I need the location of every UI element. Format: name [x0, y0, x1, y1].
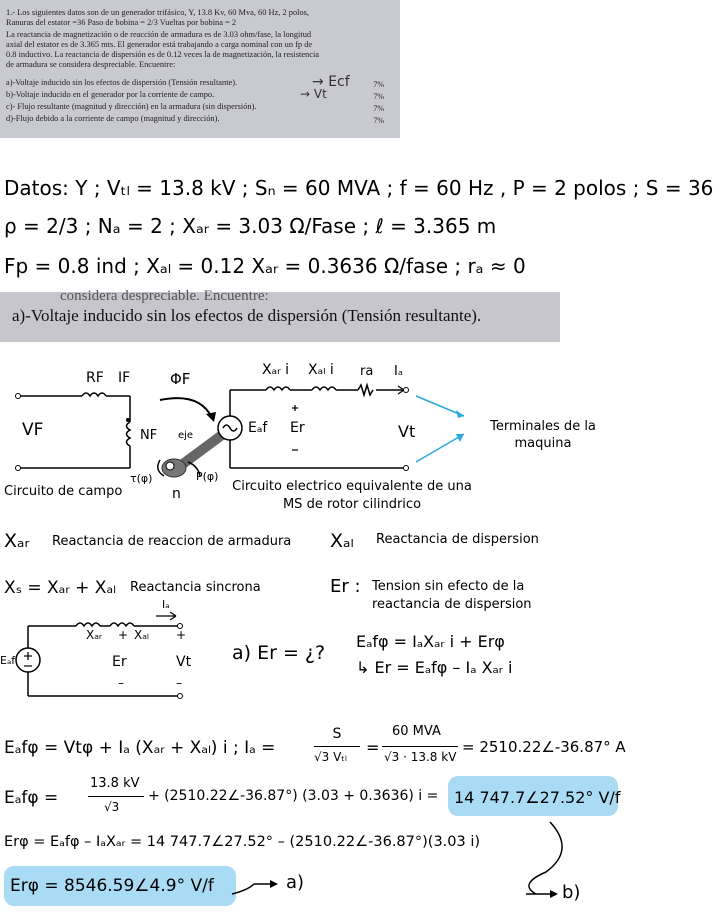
problem-statement-photo	[0, 0, 400, 138]
problem-line: 0.8 inductivo. La reactancia de dispersión es de 0.12 veces la de magnetización, la resistencia	[6, 50, 320, 59]
speed-label: n	[172, 486, 181, 502]
mark-a: 7%	[373, 80, 384, 89]
eaf-label: Eₐf	[248, 420, 268, 436]
ia-denominator-value: √3 · 13.8 kV	[384, 750, 457, 764]
mark-d: 7%	[373, 116, 384, 125]
ia-denominator: √3 Vₜₗ	[314, 750, 347, 764]
small-xar-label: Xₐᵣ	[86, 628, 103, 642]
equation-eaf: Eₐfφ = IₐXₐᵣ i + Erφ	[356, 632, 505, 651]
annotation-vt: → Vt	[300, 87, 327, 101]
result-a: Erφ = 8546.59∠4.9° V/f	[10, 876, 214, 896]
xar-i-label: Xₐᵣ i	[262, 362, 290, 378]
er-substitution: Erφ = Eₐfφ – IₐXₐᵣ = 14 747.7∠27.52° – (2510.22∠-36.87°)(3.03 i)	[4, 834, 481, 850]
problem-line: de armadura se considera despreciable. Encuentre:	[6, 60, 176, 69]
terminals-caption: Terminales de la maquina	[490, 419, 596, 451]
equation-er: ↳ Er = Eₐfφ – Iₐ Xₐᵣ i	[356, 658, 513, 677]
ia-fraction-bar	[314, 746, 360, 747]
nf-label: NF	[140, 428, 158, 443]
vt-numerator: 13.8 kV	[90, 776, 140, 791]
problem-line: La reactancia de magnetización o de reacción de armadura es de 3.03 ohm/fase, la longitud	[6, 30, 312, 39]
eaf-substitution-left: Eₐfφ =	[4, 788, 59, 808]
question-a-heading: a) Er = ¿?	[232, 642, 326, 664]
small-plus-1: +	[118, 628, 129, 642]
arrow-b-label: b)	[562, 882, 581, 903]
question-a-banner	[0, 288, 560, 342]
banner-ghost-text: considera despreciable. Encuentre:	[60, 288, 269, 304]
vt-label: Vt	[398, 422, 416, 441]
ia-numerator: S	[332, 726, 342, 742]
small-minus-2: –	[176, 676, 182, 690]
problem-line: axial del estator es de 3.365 mts. El generador está trabajando a carga nominal con un fp de	[6, 40, 313, 49]
ra-label: ra	[360, 364, 374, 379]
banner-text: a)-Voltaje inducido sin los efectos de dispersión (Tensión resultante).	[12, 306, 482, 325]
arrow-a-label: a)	[286, 872, 305, 893]
question-item-c: c)- Flujo resultante (magnitud y dirección) en la armadura (sin dispersión).	[6, 102, 257, 111]
ia-numerator-value: 60 MVA	[392, 724, 441, 739]
field-circuit-caption: Circuito de campo	[4, 484, 123, 499]
small-er-label: Er	[112, 654, 127, 670]
ia-equals: =	[366, 738, 380, 757]
question-item-a: a)-Voltaje inducido sin los efectos de dispersión (Tensión resultante).	[6, 78, 238, 87]
er-description: Tension sin efecto de la reactancia de dispersion	[372, 579, 532, 612]
xs-equation: Xₛ = Xₐᵣ + Xₐₗ	[4, 578, 116, 598]
datos-line-1: Datos: Y ; Vₜₗ = 13.8 kV ; Sₙ = 60 MVA ; f = 60 Hz , P = 2 polos ; S = 36	[4, 176, 713, 200]
small-plus-2: +	[176, 628, 187, 642]
datos-line-2: ρ = 2/3 ; Nₐ = 2 ; Xₐᵣ = 3.03 Ω/Fase ; ℓ = 3.365 m	[4, 214, 497, 238]
small-xal-label: Xₐₗ	[134, 628, 149, 642]
er-symbol: Er :	[330, 576, 361, 597]
rf-label: RF	[86, 370, 104, 386]
question-item-b: b)-Voltaje inducido en el generador por la corriente de campo.	[6, 90, 215, 99]
vt-fraction-bar	[88, 796, 144, 797]
ia-fraction-bar-2	[382, 746, 458, 747]
power-label: P(φ)	[196, 470, 219, 483]
small-vt-label: Vt	[176, 654, 192, 670]
mark-c: 7%	[373, 104, 384, 113]
xs-description: Reactancia sincrona	[130, 580, 261, 595]
xal-i-label: Xₐₗ i	[308, 362, 334, 378]
question-item-d: d)-Flujo debido a la corriente de campo (magnitud y dirección).	[6, 114, 220, 123]
if-label: IF	[118, 370, 131, 386]
eaf-substitution-rest: + (2510.22∠-36.87°) (3.03 + 0.3636) i =	[148, 788, 439, 804]
xar-symbol: Xₐᵣ	[4, 530, 30, 552]
ia-label: Iₐ	[394, 364, 403, 379]
small-eaf-label: Eₐf	[0, 654, 16, 667]
phi-label: ΦF	[170, 370, 191, 388]
ia-result: = 2510.22∠-36.87° A	[462, 738, 626, 756]
small-minus-1: –	[118, 676, 124, 690]
problem-line: 1.- Los siguientes datos son de un generador trifásico, Y, 13.8 Kv, 60 Mva, 60 Hz, 2 polos,	[6, 8, 310, 17]
equivalent-circuit-caption: Circuito electrico equivalente de una MS de rotor cilindrico	[232, 479, 472, 512]
vf-label: VF	[22, 420, 44, 440]
eje-label: eje	[178, 430, 194, 441]
eaf-expression: Eₐfφ = Vtφ + Iₐ (Xₐᵣ + Xₐₗ) i ; Iₐ =	[4, 738, 276, 758]
annotation-ecf: → Ecf	[312, 74, 350, 90]
xal-description: Reactancia de dispersion	[376, 532, 539, 547]
xal-symbol: Xₐₗ	[330, 530, 354, 552]
vt-denominator: √3	[104, 800, 120, 814]
mark-b: 7%	[373, 92, 384, 101]
result-b: 14 747.7∠27.52° V/f	[454, 788, 621, 807]
small-ia-label: Iₐ	[162, 598, 170, 611]
tau-label: τ(φ)	[130, 472, 153, 485]
er-label: Er	[290, 420, 305, 436]
datos-line-3: Fp = 0.8 ind ; Xₐₗ = 0.12 Xₐᵣ = 0.3636 Ω/fase ; rₐ ≈ 0	[4, 254, 526, 278]
result-arrows	[226, 820, 596, 918]
problem-line: Ranuras del estator =36 Paso de bobina = 2/3 Vueltas por bobina = 2	[6, 18, 237, 27]
xar-description: Reactancia de reaccion de armadura	[52, 534, 292, 549]
